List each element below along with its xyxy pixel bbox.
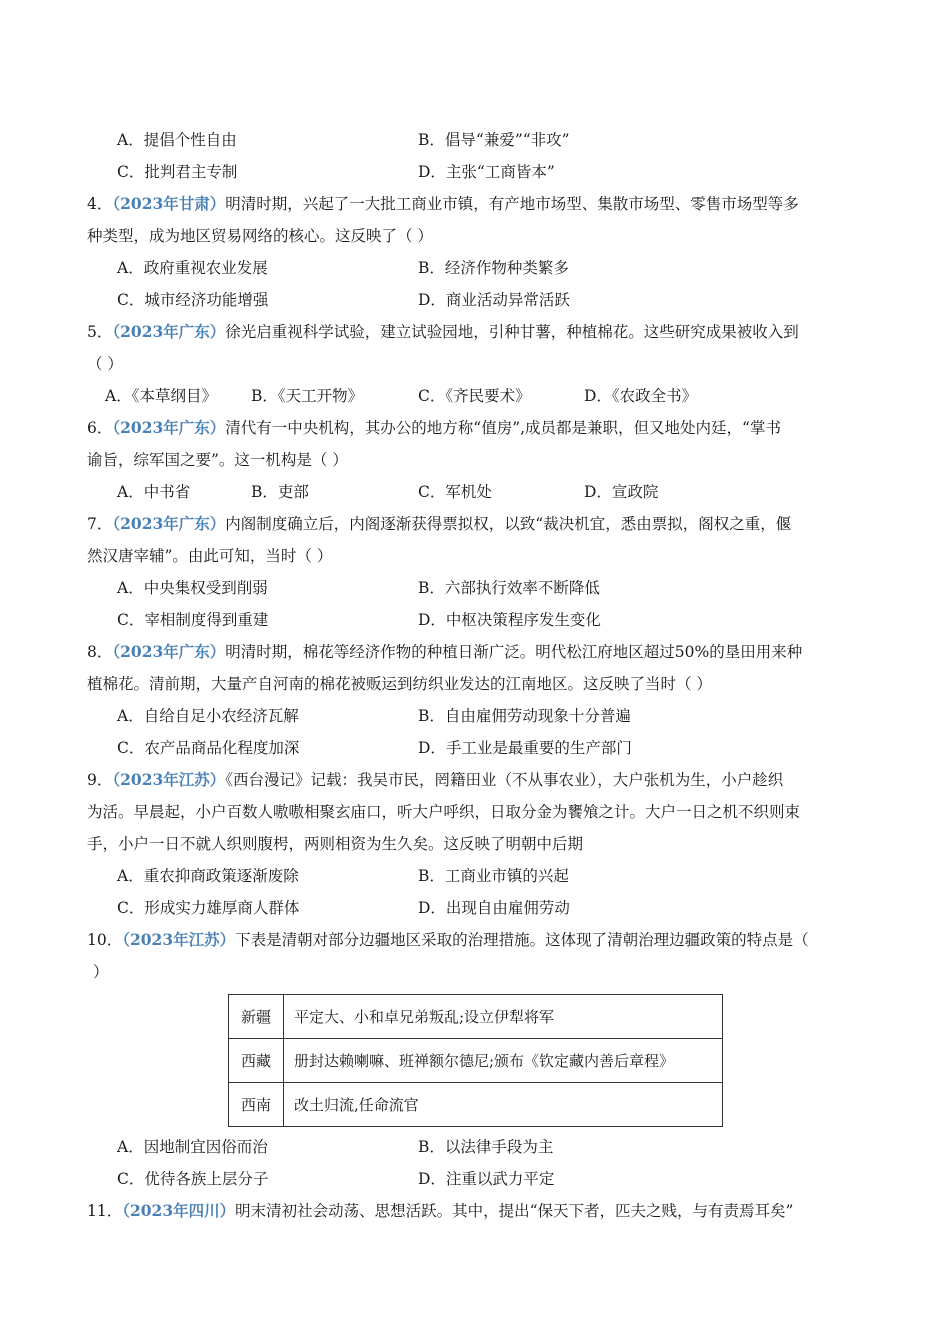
option-b: B．自由雇佣劳动现象十分普遍	[418, 707, 631, 725]
question-text-cont: 为活。早晨起，小户百数人嗷嗷相聚玄庙口，听大户呼织，日取分金为饔飧之计。大户一日之机不织则束	[87, 803, 801, 821]
measure-cell: 改土归流,任命流官	[284, 1083, 723, 1127]
question-8	[87, 636, 863, 668]
option-a: A．重农抑商政策逐渐废除	[117, 867, 299, 885]
source-tag: （2023年甘肃）	[112, 194, 226, 213]
question-text-cont: 谕旨，综军国之要”。这一机构是（ ）	[87, 451, 348, 469]
q10-options	[87, 1131, 863, 1163]
source-tag: （2023年四川）	[122, 1201, 236, 1220]
source-tag: （2023年广东）	[112, 642, 226, 661]
option-b: B．工商业市镇的兴起	[418, 867, 569, 885]
question-text: 下表是清朝对部分边疆地区采取的治理措施。这体现了清朝治理边疆政策的特点是（	[235, 931, 809, 949]
question-text: 明清时期，棉花等经济作物的种植日渐广泛。明代松江府地区超过50%的垦田用来种	[225, 643, 803, 661]
question-number: 7．	[87, 515, 113, 533]
option-a: A．中央集权受到削弱	[117, 579, 268, 597]
source-tag: （2023年江苏）	[122, 930, 236, 949]
region-cell: 新疆	[229, 995, 284, 1039]
q4-options-row2	[87, 284, 863, 316]
question-number: 4．	[87, 195, 113, 213]
q4-options	[87, 252, 863, 284]
option-a: A．因地制宜因俗而治	[117, 1138, 268, 1156]
option-b: B．吏部	[251, 483, 309, 501]
option-c: C．《齐民要术》	[418, 387, 531, 405]
question-number: 11．	[87, 1202, 123, 1220]
question-number: 9．	[87, 771, 113, 789]
option-d: D．中枢决策程序发生变化	[418, 611, 601, 629]
option-c: C．优待各族上层分子	[117, 1170, 269, 1188]
option-d: D．主张“工商皆本”	[418, 163, 555, 181]
question-text-cont: （ ）	[87, 355, 123, 373]
q7-options-row2	[87, 604, 863, 636]
question-number: 8．	[87, 643, 113, 661]
question-number: 6．	[87, 419, 113, 437]
option-d: D．宣政院	[584, 483, 659, 501]
q5-options	[87, 380, 863, 412]
option-c: C．农产品商品化程度加深	[117, 739, 300, 757]
option-c: C．形成实力雄厚商人群体	[117, 899, 300, 917]
region-cell: 西藏	[229, 1039, 284, 1083]
q7-options	[87, 572, 863, 604]
question-text: 明清时期，兴起了一大批工商业市镇，有产地市场型、集散市场型、零售市场型等多	[225, 195, 799, 213]
option-d: D．手工业是最重要的生产部门	[418, 739, 632, 757]
question-text-cont: 然汉唐宰辅”。由此可知，当时（ ）	[87, 547, 333, 565]
option-a: A．《本草纲目》	[105, 387, 217, 405]
q9-options	[87, 860, 863, 892]
question-9	[87, 764, 863, 796]
option-b: B．以法律手段为主	[418, 1138, 554, 1156]
policy-table	[228, 994, 723, 1127]
q8-options-row2	[87, 732, 863, 764]
option-b: B．六部执行效率不断降低	[418, 579, 600, 597]
question-10	[87, 924, 863, 956]
option-a: A．自给自足小农经济瓦解	[117, 707, 299, 725]
question-text: 明末清初社会动荡、思想活跃。其中，提出“保天下者，匹夫之贱，与有责焉耳矣”	[235, 1202, 794, 1220]
measure-cell: 册封达赖喇嘛、班禅额尔德尼;颁布《钦定藏内善后章程》	[284, 1039, 723, 1083]
option-c: C．宰相制度得到重建	[117, 611, 269, 629]
option-b: B．倡导“兼爱”“非攻”	[418, 131, 570, 149]
table-row	[229, 995, 723, 1039]
question-5	[87, 316, 863, 348]
region-cell: 西南	[229, 1083, 284, 1127]
q10-options-row2	[87, 1163, 863, 1195]
option-b: B．《天工开物》	[251, 387, 364, 405]
measure-cell: 平定大、小和卓兄弟叛乱;设立伊犁将军	[284, 995, 723, 1039]
q8-options	[87, 700, 863, 732]
table-row	[229, 1083, 723, 1127]
option-a: A．中书省	[117, 483, 191, 501]
question-7	[87, 508, 863, 540]
question-text: 清代有一中央机构，其办公的地方称“值房”,成员都是兼职，但又地处内廷，“掌书	[225, 419, 781, 437]
option-a: A．提倡个性自由	[117, 131, 237, 149]
source-tag: （2023年广东）	[112, 418, 226, 437]
question-11	[87, 1195, 863, 1227]
question-text: 《西台漫记》记载：我吴市民，罔籍田业（不从事农业），大户张机为生，小户趁织	[225, 771, 784, 789]
q9-options-row2	[87, 892, 863, 924]
option-c: C．城市经济功能增强	[117, 291, 269, 309]
option-d: D．注重以武力平定	[418, 1170, 555, 1188]
question-6	[87, 412, 863, 444]
option-c: C．军机处	[418, 483, 492, 501]
option-d: D．商业活动异常活跃	[418, 291, 570, 309]
question-text: 徐光启重视科学试验，建立试验园地，引种甘薯，种植棉花。这些研究成果被收入到	[225, 323, 799, 341]
question-4	[87, 188, 863, 220]
source-tag: （2023年广东）	[112, 514, 226, 533]
question-text-cont: ）	[93, 963, 109, 981]
question-text: 内阁制度确立后，内阁逐渐获得票拟权，以致“裁决机宜，悉由票拟，阁权之重，偃	[225, 515, 792, 533]
option-b: B．经济作物种类繁多	[418, 259, 569, 277]
question-number: 10．	[87, 931, 123, 949]
source-tag: （2023年广东）	[112, 322, 226, 341]
q6-options	[87, 476, 863, 508]
option-d: D．出现自由雇佣劳动	[418, 899, 570, 917]
question-text-cont: 手，小户一日不就人织则腹枵，两则相资为生久矣。这反映了明朝中后期	[87, 835, 584, 853]
question-text-cont: 种类型，成为地区贸易网络的核心。这反映了（ ）	[87, 227, 433, 245]
q3-options	[87, 124, 863, 156]
source-tag: （2023年江苏）	[112, 770, 226, 789]
option-d: D．《农政全书》	[584, 387, 698, 405]
document-page	[87, 124, 863, 1227]
table-row	[229, 1039, 723, 1083]
option-a: A．政府重视农业发展	[117, 259, 268, 277]
q3-options-row2	[87, 156, 863, 188]
question-text-cont: 植棉花。清前期，大量产自河南的棉花被贩运到纺织业发达的江南地区。这反映了当时（ ）	[87, 675, 712, 693]
option-c: C．批判君主专制	[117, 163, 238, 181]
question-number: 5．	[87, 323, 113, 341]
